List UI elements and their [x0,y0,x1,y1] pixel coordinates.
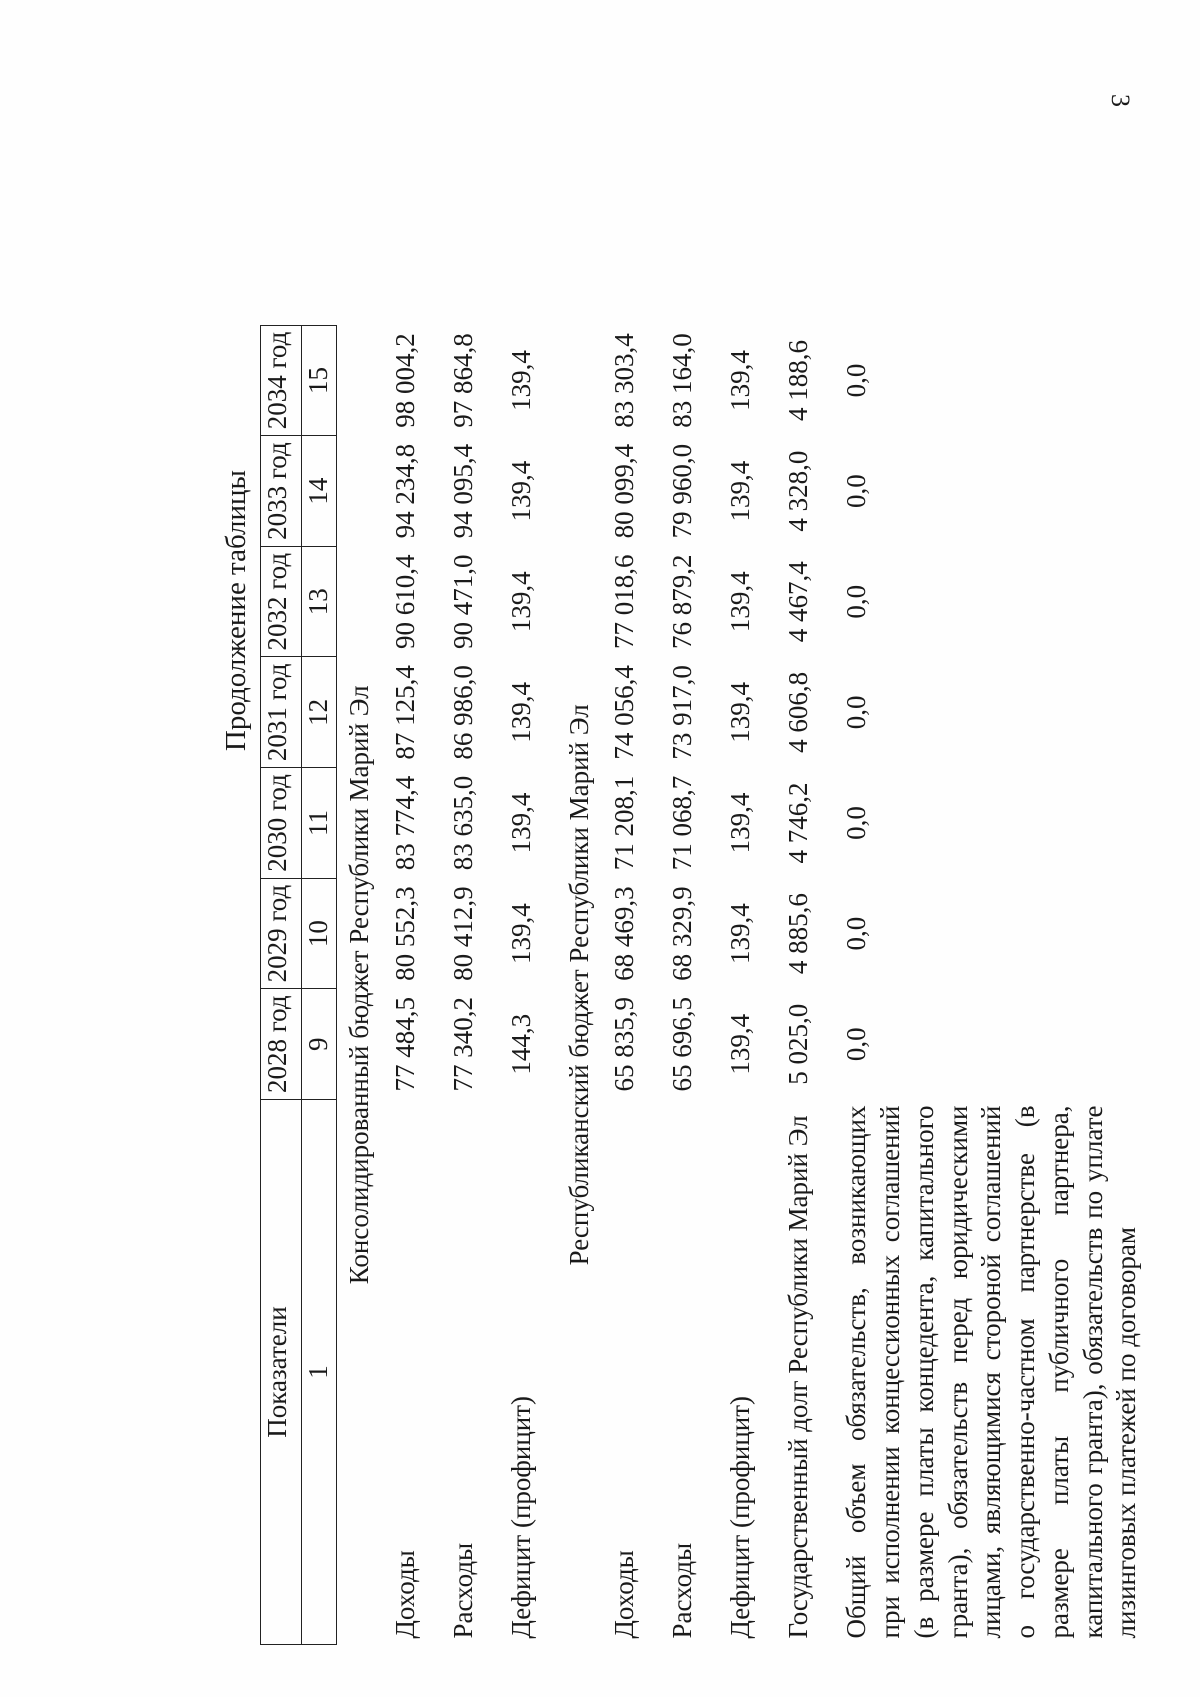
cell-value: 139,4 [725,1013,756,1075]
cell-value: 65 696,5 [667,996,698,1092]
row-label: Государственный долг Республики Марий Эл [783,1115,814,1639]
cell-value: 80 412,9 [447,886,478,981]
cell-value: 5 025,0 [783,1003,814,1085]
header-year: 2033 год [261,436,302,547]
table-row [441,325,499,1644]
cell-value: 0,0 [841,474,872,508]
cell-value: 76 879,2 [667,554,698,649]
cell-value: 94 095,4 [447,443,478,539]
cell-value: 80 099,4 [609,443,640,539]
cell-value: 139,4 [725,460,756,522]
cell-value: 4 746,2 [783,782,814,864]
cell-value: 83 774,4 [389,775,420,871]
continuation-label: Продолжение таблицы [220,470,252,752]
column-number: 11 [302,768,337,879]
column-number: 10 [302,878,337,989]
cell-value: 94 234,8 [389,443,420,539]
header-year: 2030 год [261,768,302,879]
cell-value: 73 917,0 [667,665,698,760]
cell-value: 139,4 [505,903,536,964]
header-indicator: Показатели [261,1100,302,1645]
cell-value: 77 484,5 [389,996,420,1092]
header-year: 2031 год [261,657,302,768]
rotated-content [220,75,1142,1655]
cell-value: 139,4 [725,350,756,411]
cell-value: 4 467,4 [783,561,814,643]
cell-value: 79 960,0 [667,443,698,539]
cell-value: 139,4 [505,571,536,633]
cell-value: 83 635,0 [447,775,478,871]
header-year: 2032 год [261,546,302,657]
table-row [776,325,834,1644]
cell-value: 77 018,6 [609,554,640,649]
page-number: 3 [1106,94,1135,107]
cell-value: 90 610,4 [389,554,420,649]
header-row [261,325,302,1644]
cell-value: 4 328,0 [783,450,814,532]
section-heading-row [336,325,382,1644]
table-row [602,325,660,1644]
cell-value: 68 469,3 [609,886,640,981]
column-number: 14 [302,436,337,547]
cell-value: 144,3 [505,1013,536,1075]
row-label: Общий объем обязательств, возникающих при исполнении концессионных соглашений (в размере платы концедента, капитального гранта), обязательств перед юридическими лицами, являющимися стороной соглашений о государственно-частном партнерстве (в размере платы публичного партнера, капитального гранта), обязательств по уплате лизинговых платежей по договорам [841,1105,1142,1639]
cell-value: 68 329,9 [667,886,698,981]
table-row [834,325,1144,1644]
cell-value: 4 885,6 [783,893,814,975]
cell-value: 87 125,4 [389,665,420,760]
cell-value: 86 986,0 [447,665,478,760]
column-number: 9 [302,989,337,1100]
cell-value: 139,4 [725,903,756,964]
row-label: Расходы [447,1542,478,1639]
cell-value: 139,4 [725,571,756,633]
cell-value: 0,0 [841,1027,872,1062]
column-number: 1 [302,1100,337,1645]
column-number: 12 [302,657,337,768]
cell-value: 4 188,6 [783,339,814,421]
table-row [383,325,441,1644]
cell-value: 98 004,2 [389,333,420,428]
cell-value: 0,0 [841,363,872,398]
section-title: Консолидированный бюджет Республики Марий Эл [343,685,374,1285]
cell-value: 90 471,0 [447,554,478,649]
column-number: 15 [302,325,337,436]
cell-value: 83 303,4 [609,333,640,428]
row-label: Доходы [389,1550,420,1639]
cell-value: 4 606,8 [783,671,814,753]
header-year: 2028 год [261,989,302,1100]
section-heading-row [557,325,603,1644]
cell-value: 139,4 [725,681,756,743]
cell-value: 97 864,8 [447,333,478,428]
cell-value: 77 340,2 [447,996,478,1092]
table-row [499,325,557,1644]
row-label: Доходы [609,1550,640,1639]
cell-value: 139,4 [725,792,756,854]
row-label: Дефицит (профицит) [505,1395,536,1639]
cell-value: 71 208,1 [609,775,640,871]
budget-table [260,325,1144,1645]
cell-value: 0,0 [841,916,872,951]
cell-value: 65 835,9 [609,996,640,1092]
cell-value: 0,0 [841,695,872,730]
cell-value: 71 068,7 [667,775,698,871]
cell-value: 139,4 [505,681,536,743]
cell-value: 139,4 [505,460,536,522]
cell-value: 83 164,0 [667,333,698,428]
cell-value: 74 056,4 [609,665,640,760]
cell-value: 0,0 [841,584,872,619]
table-row [718,325,776,1644]
header-year: 2034 год [261,325,302,436]
cell-value: 80 552,3 [389,886,420,981]
header-year: 2029 год [261,878,302,989]
column-number: 13 [302,546,337,657]
row-label: Дефицит (профицит) [725,1395,756,1639]
cell-value: 139,4 [505,792,536,854]
cell-value: 139,4 [505,350,536,411]
row-label: Расходы [667,1542,698,1639]
table-row [660,325,718,1644]
section-title: Республиканский бюджет Республики Марий Эл [563,704,594,1266]
cell-value: 0,0 [841,806,872,840]
column-number-row [302,325,337,1644]
